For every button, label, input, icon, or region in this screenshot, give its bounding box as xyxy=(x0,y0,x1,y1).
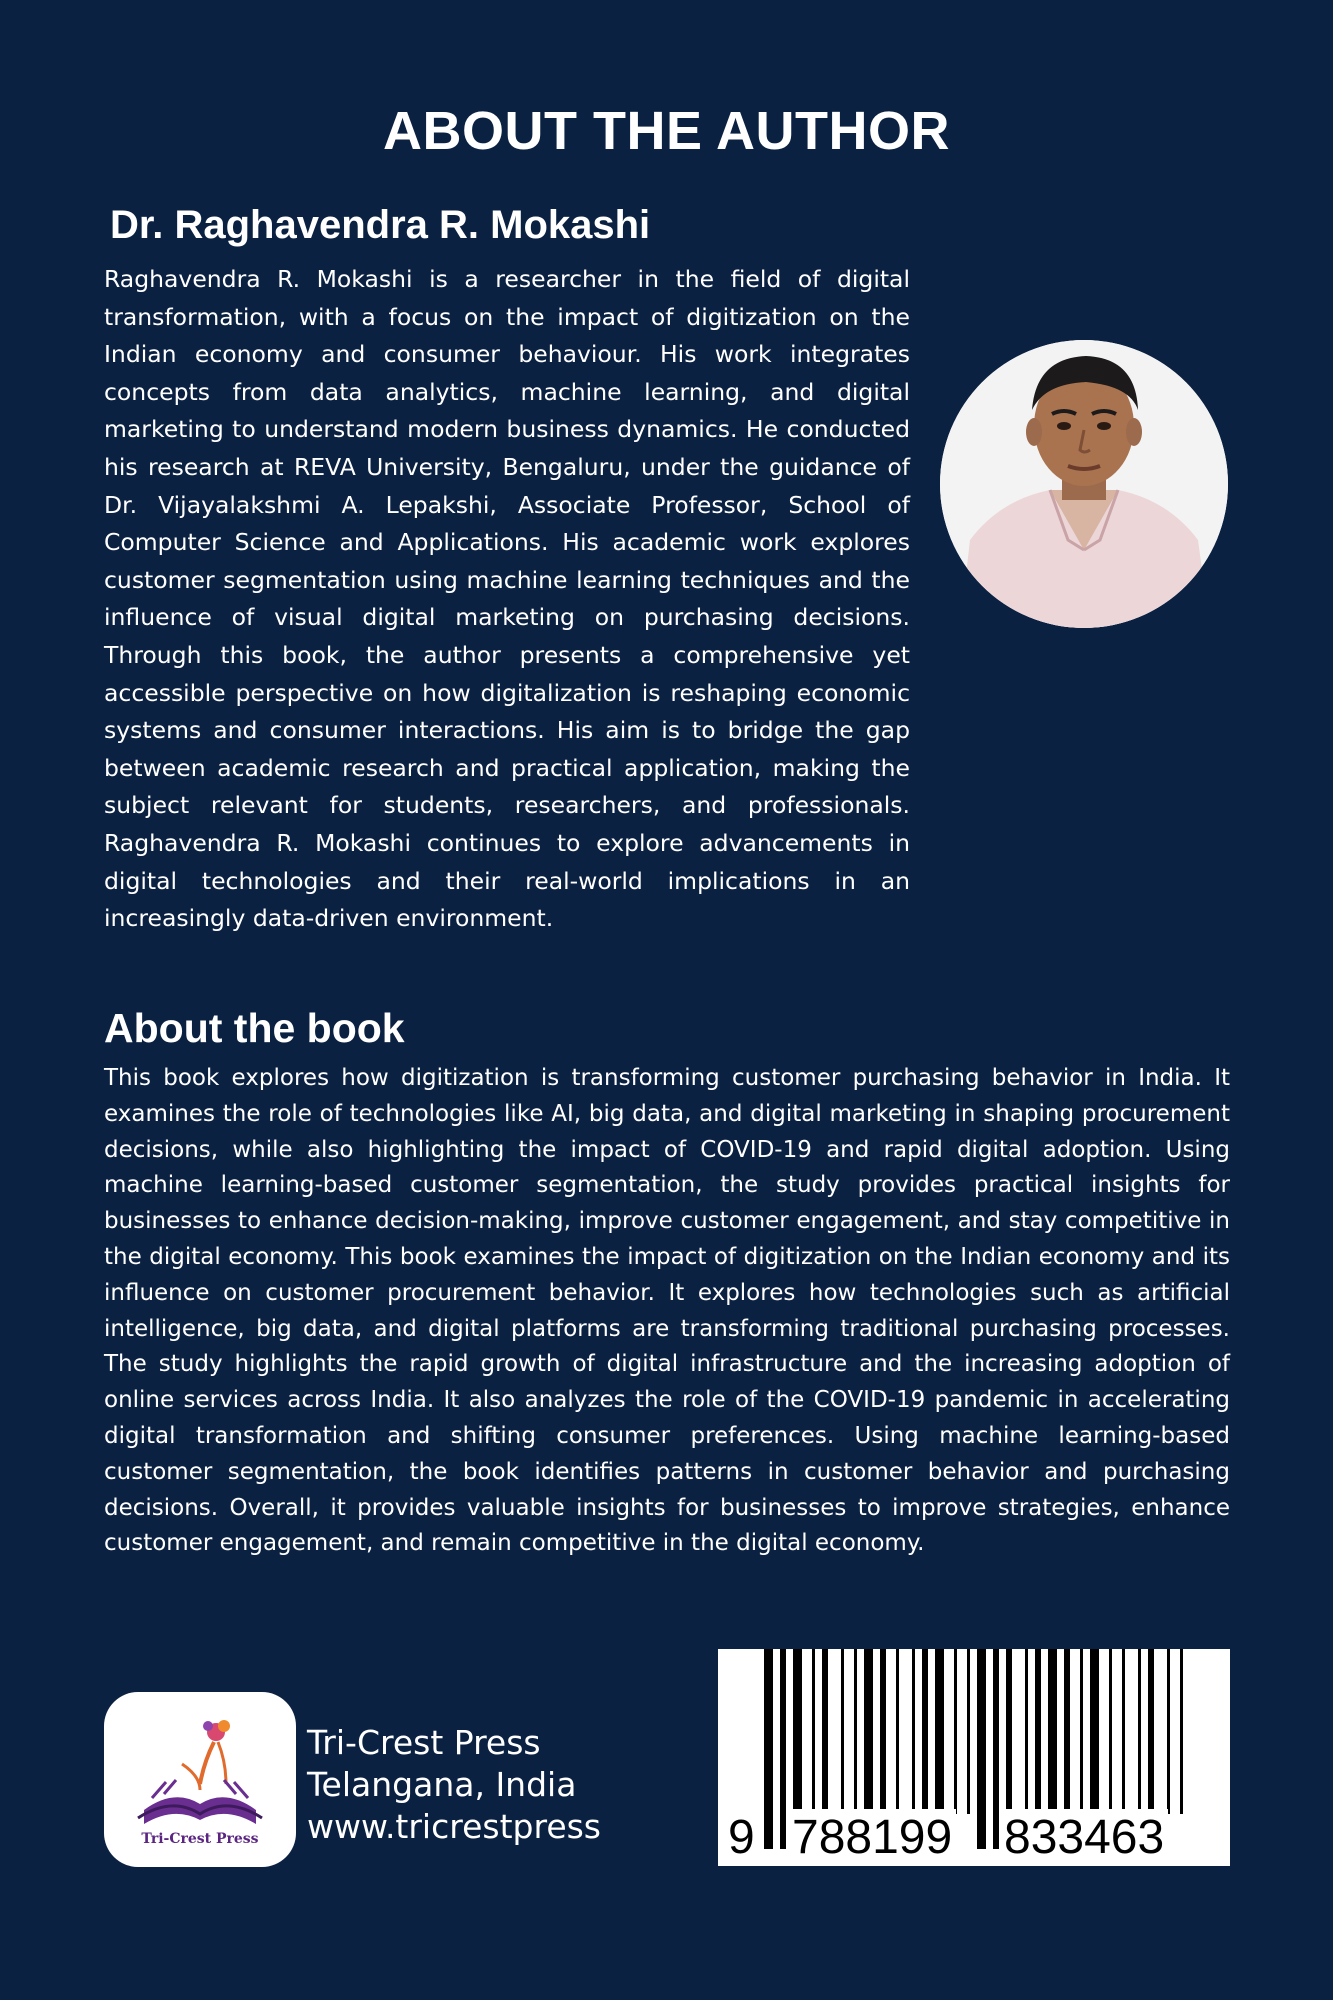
barcode-bar xyxy=(967,1649,970,1814)
barcode-bar xyxy=(841,1649,844,1814)
about-book-text: This book explores how digitization is transforming customer purchasing behavior in India. It examines the role of technologies like AI, big data, and digital marketing in shaping procurement decisions, while also highlighting the impact of COVID-19 and rapid digital adoption. Using machine learning-based customer segmentation, the study provides practical insights for businesses to enhance decision-making, improve customer engagement, and stay competitive in the digital economy. This book examines the impact of digitization on the Indian economy and its influence on customer procurement behavior. It explores how technologies such as artificial intelligence, big data, and digital platforms are transforming traditional purchasing processes. The study highlights the rapid growth of digital infrastructure and the increasing adoption of online services across India. It also analyzes the role of the COVID-19 pandemic in accelerating digital transformation and shifting consumer preferences. Using machine learning-based customer segmentation, the book identifies patterns in customer behavior and purchasing decisions. Overall, it provides valuable insights for businesses to improve strategies, enhance customer engagement, and remain competitive in the digital economy. xyxy=(104,1065,1230,1557)
author-bio: Raghavendra R. Mokashi is a researcher in the field of digital transformation, with a focus on the impact of digitization on the Indian economy and consumer behaviour. His work integrates concepts from data analytics, machine learning, and digital marketing to understand modern business dynamics. He conducted his research at REVA University, Bengaluru, under the guidance of Dr. Vijayalakshmi A. Lepakshi, Associate Professor, School of Computer Science and Applications. His academic work explores customer segmentation using machine learning techniques and the influence of visual digital marketing on purchasing decisions. Through this book, the author presents a comprehensive yet accessible perspective on how digitalization is reshaping economic systems and consumer interactions. His aim is to bridge the gap between academic research and practical application, making the subject relevant for students, researchers, and professionals. Raghavendra R. Mokashi continues to explore advancements in digital technologies and their real-world implications in an increasingly data-driven environment. xyxy=(104,265,910,933)
about-book-heading: About the book xyxy=(104,1005,405,1051)
page-title: ABOUT THE AUTHOR xyxy=(383,101,950,161)
barcode-bar xyxy=(812,1649,815,1814)
barcode-bar xyxy=(1080,1649,1083,1814)
barcode-bar xyxy=(1006,1649,1012,1814)
barcode-bar xyxy=(1025,1649,1028,1814)
barcode-bar xyxy=(793,1649,802,1814)
barcode-bar xyxy=(1122,1649,1125,1814)
barcode-bar xyxy=(1090,1649,1099,1814)
barcode-digit-lead: 9 xyxy=(724,1809,759,1866)
barcode-bar xyxy=(954,1649,957,1814)
logo-caption: Tri-Crest Press xyxy=(141,1831,259,1847)
barcode-bar xyxy=(935,1649,944,1814)
author-portrait-illustration xyxy=(940,340,1228,628)
barcode-bar xyxy=(880,1649,886,1814)
barcode-bar xyxy=(1109,1649,1112,1814)
barcode-bar xyxy=(922,1649,928,1814)
publisher-location: Telangana, India xyxy=(307,1765,577,1804)
barcode-bar xyxy=(1180,1649,1183,1814)
barcode-bar xyxy=(1048,1649,1057,1814)
barcode-digits-group2: 833463 xyxy=(1000,1809,1168,1866)
barcode-bar xyxy=(864,1649,873,1814)
barcode-bar xyxy=(1138,1649,1141,1814)
barcode-bar xyxy=(822,1649,828,1814)
barcode-bar xyxy=(1148,1649,1154,1814)
barcode-bar xyxy=(912,1649,915,1814)
barcode-bar xyxy=(854,1649,857,1814)
publisher-name: Tri-Crest Press xyxy=(307,1723,541,1762)
barcode-bar xyxy=(1064,1649,1070,1814)
publisher-info xyxy=(307,1722,601,1848)
barcode-digits-group1: 788199 xyxy=(788,1809,956,1866)
author-name: Dr. Raghavendra R. Mokashi xyxy=(110,203,651,247)
barcode-bar xyxy=(1167,1649,1170,1814)
author-photo xyxy=(940,340,1228,628)
publisher-logo xyxy=(104,1692,296,1867)
publisher-website[interactable]: www.tricrestpress xyxy=(307,1807,602,1846)
isbn-barcode xyxy=(718,1649,1230,1866)
barcode-bar xyxy=(1035,1649,1041,1814)
barcode-bar xyxy=(896,1649,899,1814)
